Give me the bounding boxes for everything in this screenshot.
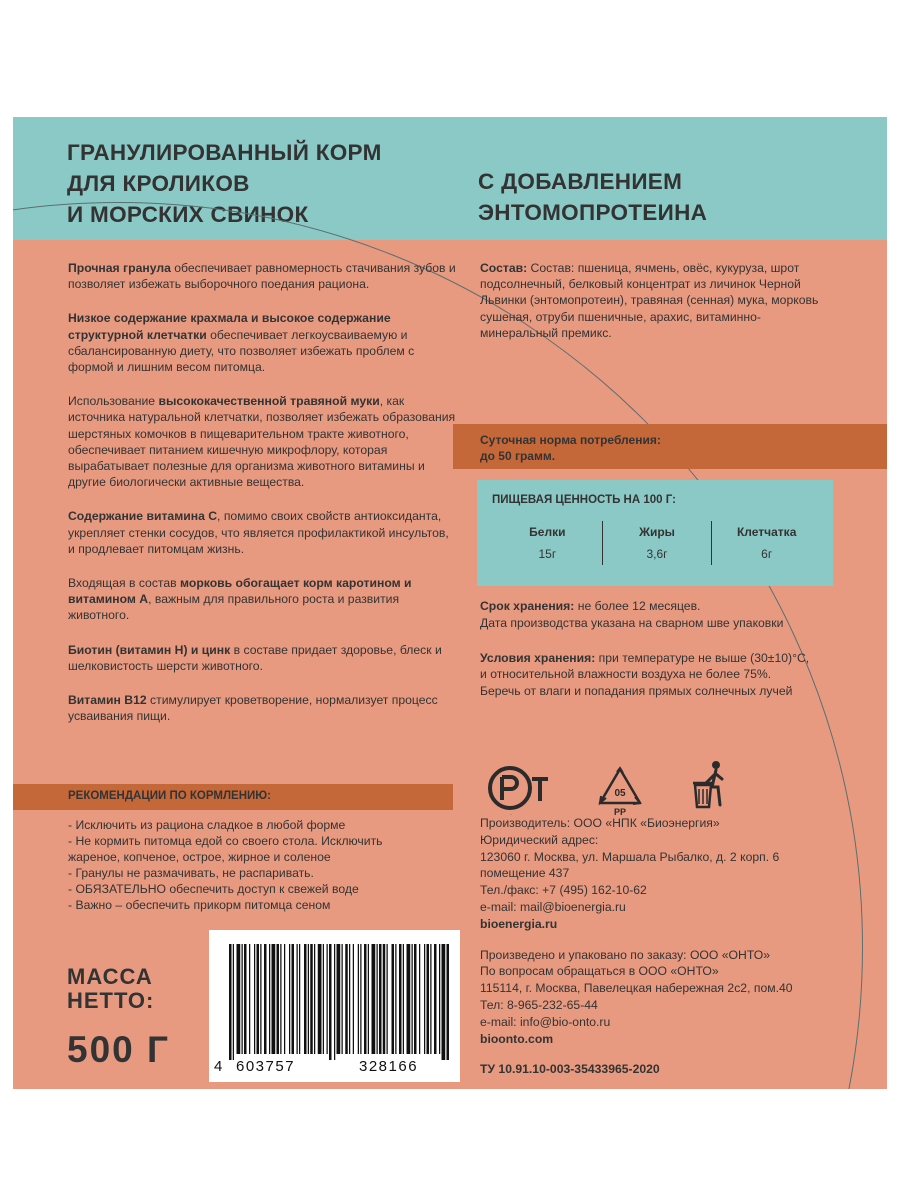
subtitle-line-1: С ДОБАВЛЕНИЕМ (478, 169, 683, 194)
barcode-bar (254, 944, 255, 1054)
barcode-bar (392, 944, 395, 1054)
daily-norm-band (453, 424, 887, 469)
benefit-text: обеспечивает легкоусваиваемую и сбалансированную диету, что позволяет избежать проблем с формой и лишним весом питомца. (68, 327, 415, 375)
recommendations-band (13, 784, 453, 810)
package-panel (13, 117, 887, 1089)
barcode-bar (233, 944, 234, 1060)
net-weight (67, 965, 170, 1073)
nutrition-col-fiber (711, 521, 821, 565)
storage-block (480, 598, 840, 718)
barcode-bar (399, 944, 402, 1054)
benefit-text: , помимо своих свойств антиоксиданта, укрепляет стенки сосудов, что является профилактикой инсультов, и продлевает питомцам жизнь. (68, 509, 449, 556)
daily-norm-line: Суточная норма потребления: (480, 433, 661, 447)
benefit-bold: высококачественной травяной муки (158, 394, 380, 409)
benefit-bold: Биотин (витамин Н) и цинк (68, 642, 231, 657)
barcode-bar (334, 944, 335, 1060)
barcode-bar (387, 944, 388, 1054)
barcode-bar (237, 944, 241, 1054)
barcode-bar (257, 944, 260, 1054)
producer-website[interactable]: bioenergia.ru (480, 916, 558, 931)
storage-conditions-label: Условия хранения: (480, 650, 596, 665)
certification-icons (480, 757, 740, 817)
barcode-bar (260, 944, 261, 1054)
composition-label: Состав: (480, 261, 528, 275)
header-band (13, 117, 887, 240)
storage-conditions-line: Беречь от влаги и попадания прямых солнечных лучей (480, 684, 793, 699)
list-item: - ОБЯЗАТЕЛЬНО обеспечить доступ к свежей воде (68, 882, 359, 896)
customer-website[interactable]: bioonto.com (480, 1031, 554, 1046)
benefit-text: , важным для правильного роста и развития животного. (68, 592, 400, 623)
benefit-text: стимулирует кроветворение, нормализует процесс усваивания пищи. (68, 693, 438, 724)
benefit-bold: морковь обогащает корм каротином и витамином А (68, 576, 412, 607)
list-item: - Гранулы не размачивать, не распаривать. (68, 866, 314, 880)
nutrition-col-fat (602, 521, 712, 565)
barcode-bars (209, 930, 460, 1060)
benefit-text: , как источника натуральной клетчатки, позволяет избежать образования шерстяных комочков в пищеварительном тракте животного, обеспечивает питанием кишечную микрофлору, которая вырабатывает полезные для организма животного витамины и другие биологически активные вещества. (68, 394, 456, 490)
barcode-bar (244, 944, 247, 1054)
benefit-text: в составе придает здоровье, блеск и шелковистость шерсти животного. (68, 642, 442, 673)
subtitle-line-2: ЭНТОМОПРОТЕИНА (478, 200, 708, 225)
nutrition-value: 6г (761, 547, 773, 561)
barcode-bar (353, 944, 354, 1054)
producer-block (480, 815, 840, 1078)
benefit-paragraph (68, 508, 458, 557)
daily-norm-text (480, 432, 661, 464)
product-subtitle (478, 166, 707, 228)
recycle-material: PP (613, 807, 627, 817)
customer-line: e-mail: info@bio-onto.ru (480, 1014, 611, 1029)
barcode-bar (310, 944, 313, 1054)
tech-spec-code: ТУ 10.91.10-003-35433965-2020 (480, 1062, 660, 1077)
shelf-life-text: не более 12 месяцев. (574, 599, 701, 613)
barcode-bar (345, 944, 348, 1054)
producer-line: 123060 г. Москва, ул. Маршала Рыбалко, д. 2 корп. 6 (480, 849, 780, 864)
barcode-digits-left: 603757 (236, 1058, 296, 1075)
barcode-bar (272, 944, 276, 1054)
benefit-bold: Низкое содержание крахмала и высокое содержание структурной клетчатки (68, 311, 391, 342)
daily-norm-line: до 50 грамм. (480, 449, 556, 463)
barcode-bar (284, 944, 285, 1054)
barcode-bar (289, 944, 290, 1054)
barcode-bar (323, 944, 324, 1054)
composition-block (480, 260, 830, 341)
benefit-bold: Витамин В12 (68, 693, 147, 708)
recommendations-list (68, 817, 448, 913)
nutrition-value: 3,6г (646, 547, 668, 561)
barcode (209, 930, 460, 1082)
benefit-paragraph (68, 642, 458, 674)
nutrition-label: Белки (529, 525, 566, 539)
benefit-bold: Прочная гранула (68, 261, 171, 275)
benefit-text: Входящая в состав (68, 576, 181, 591)
recommendations-title: РЕКОМЕНДАЦИИ ПО КОРМЛЕНИЮ: (68, 790, 271, 802)
barcode-bar (314, 944, 315, 1054)
barcode-bar (229, 944, 232, 1060)
producer-line: помещение 437 (480, 866, 570, 881)
barcode-bar (412, 944, 413, 1054)
barcode-digit-first: 4 (214, 1058, 223, 1075)
trash-bin-icon (693, 761, 722, 807)
barcode-bar (364, 944, 367, 1054)
title-line-2: ДЛЯ КРОЛИКОВ (67, 171, 250, 196)
barcode-bar (414, 944, 417, 1054)
benefit-text: обеспечивает равномерность стачивания зубов и позволяет избежать выборочного поедания рациона. (68, 261, 456, 292)
barcode-bar (395, 944, 396, 1054)
list-item: жареное, копченое, острое, жирное и соленое (68, 850, 331, 864)
benefit-paragraph (68, 260, 458, 292)
barcode-bar (292, 944, 295, 1054)
barcode-bar (297, 944, 298, 1054)
barcode-bar (403, 944, 404, 1054)
nutrition-columns (493, 521, 821, 565)
net-weight-value: 500 Г (67, 1029, 170, 1070)
customer-line: 115114, г. Москва, Павелецкая набережная 2с2, пом.40 (480, 981, 793, 996)
net-weight-label-1: МАССА (67, 964, 153, 989)
barcode-bar (383, 944, 386, 1054)
benefit-bold: Содержание витамина С (68, 509, 218, 524)
product-title (67, 137, 382, 230)
composition-text: Состав: пшеница, ячмень, овёс, кукуруза, шрот подсолнечный, белковый концентрат из личинок Черной Львинки (энтомопротеин), травяная (сенная) мука, морковь сушеная, отруби пшеничные, арахис, витаминно-минеральный премикс. (480, 261, 819, 340)
barcode-bar (407, 944, 411, 1054)
barcode-bar (318, 944, 322, 1054)
barcode-bar (424, 944, 425, 1054)
recycle-pp-icon (600, 768, 640, 817)
barcode-bar (329, 944, 332, 1060)
barcode-bar (299, 944, 300, 1054)
storage-conditions-text: при температуре не выше (30±10)°С, (595, 650, 810, 665)
net-weight-label-2: НЕТТО: (67, 988, 155, 1013)
storage-conditions-line: и относительной влажности воздуха не более 75%. (480, 667, 772, 682)
benefits-column (68, 260, 458, 742)
producer-line: Тел./факс: +7 (495) 162-10-62 (480, 883, 647, 898)
title-line-3: И МОРСКИХ СВИНОК (67, 202, 309, 227)
barcode-bar (337, 944, 341, 1054)
customer-line: Произведено и упаковано по заказу: ООО «ОНТО» (480, 947, 770, 962)
barcode-digits (209, 1058, 460, 1078)
barcode-bar (419, 944, 420, 1054)
title-line-1: ГРАНУЛИРОВАННЫЙ КОРМ (67, 140, 382, 165)
list-item: - Важно – обеспечить прикорм питомца сеном (68, 898, 331, 912)
benefit-text: Использование (68, 394, 159, 409)
recycle-code: 05 (614, 788, 626, 799)
list-item: - Не кормить питомца едой со своего стола. Исключить (68, 834, 383, 848)
pct-certification-icon (490, 768, 548, 816)
benefit-paragraph (68, 575, 458, 624)
producer-line: Юридический адрес: (480, 832, 599, 847)
shelf-life-line: Дата производства указана на сварном шве упаковки (480, 615, 784, 630)
barcode-bar (269, 944, 270, 1054)
barcode-bar (358, 944, 359, 1054)
barcode-bar (308, 944, 309, 1054)
barcode-bar (342, 944, 343, 1054)
nutrition-col-protein (493, 521, 602, 565)
barcode-bar (264, 944, 267, 1054)
barcode-bar (447, 944, 450, 1060)
barcode-bar (242, 944, 243, 1054)
barcode-bar (327, 944, 328, 1054)
customer-line: Тел: 8-965-232-65-44 (480, 997, 598, 1012)
barcode-bar (379, 944, 382, 1054)
benefit-paragraph (68, 393, 458, 490)
barcode-bar (427, 944, 430, 1054)
benefit-paragraph (68, 310, 458, 375)
shelf-life-label: Срок хранения: (480, 599, 575, 613)
barcode-digits-right: 328166 (359, 1058, 419, 1075)
barcode-bar (304, 944, 307, 1054)
list-item: - Исключить из рациона сладкое в любой форме (68, 818, 346, 832)
barcode-bar (368, 944, 369, 1054)
pct-mark-text: РСТ (510, 815, 512, 816)
barcode-bar (434, 944, 437, 1054)
barcode-bar (280, 944, 281, 1054)
barcode-bar (372, 944, 376, 1054)
customer-line: По вопросам обращаться в ООО «ОНТО» (480, 964, 719, 979)
barcode-bar (430, 944, 431, 1054)
barcode-bar (249, 944, 250, 1054)
nutrition-label: Клетчатка (736, 525, 797, 539)
nutrition-value: 15г (538, 547, 557, 561)
nutrition-table (477, 480, 833, 586)
barcode-bar (349, 944, 350, 1054)
producer-line: Производитель: ООО «НПК «Биоэнергия» (480, 816, 720, 830)
shelf-life (480, 598, 840, 632)
storage-conditions (480, 650, 840, 700)
barcode-bar (377, 944, 378, 1054)
benefit-paragraph (68, 692, 458, 724)
barcode-bar (439, 944, 440, 1054)
nutrition-label: Жиры (639, 525, 675, 539)
barcode-bar (442, 944, 446, 1060)
barcode-bar (360, 944, 361, 1054)
barcode-bar (277, 944, 280, 1054)
nutrition-title: ПИЩЕВАЯ ЦЕННОСТЬ НА 100 Г: (492, 494, 676, 506)
producer-line: e-mail: mail@bioenergia.ru (480, 899, 626, 914)
